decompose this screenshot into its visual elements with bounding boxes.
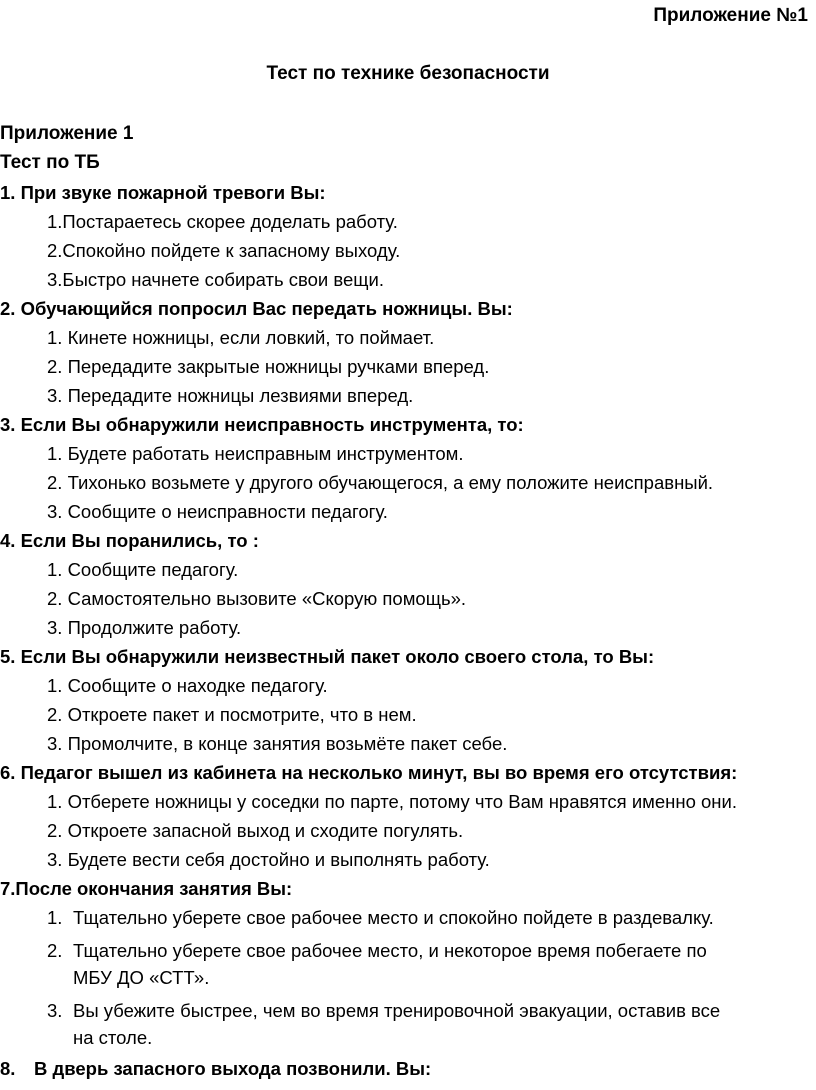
document-title: Тест по технике безопасности: [266, 63, 550, 84]
answer-number: 1.: [47, 907, 63, 928]
question-1: 1. При звуке пожарной тревоги Вы:: [0, 182, 326, 203]
answer-4-1: 1. Сообщите педагогу.: [47, 559, 239, 580]
answer-text: Вы убежите быстрее, чем во время тренировочной эвакуации, оставив все: [73, 1000, 721, 1021]
answer-2-1: 1. Кинете ножницы, если ловкий, то поймает.: [47, 327, 435, 348]
appendix-number: Приложение №1: [653, 5, 808, 26]
answer-3-1: 1. Будете работать неисправным инструментом.: [47, 443, 464, 464]
answer-7-3-continuation: на столе.: [73, 1027, 153, 1048]
answer-7-2-continuation: МБУ ДО «СТТ».: [73, 967, 210, 988]
answer-number: 2.: [47, 940, 63, 961]
answer-2-3: 3. Передадите ножницы лезвиями вперед.: [47, 385, 414, 406]
question-5: 5. Если Вы обнаружили неизвестный пакет около своего стола, то Вы:: [0, 646, 655, 667]
answer-number: 3.: [47, 1000, 63, 1021]
test-heading: Тест по ТБ: [0, 152, 100, 173]
answer-6-1: 1. Отберете ножницы у соседки по парте, потому что Вам нравятся именно они.: [47, 791, 738, 812]
question-3: 3. Если Вы обнаружили неисправность инструмента, то:: [0, 414, 524, 435]
question-4: 4. Если Вы поранились, то :: [0, 530, 259, 551]
question-8: [0, 1058, 431, 1080]
answer-1-3: 3.Быстро начнете собирать свои вещи.: [47, 269, 384, 290]
answer-3-2: 2. Тихонько возьмете у другого обучающегося, а ему положите неисправный.: [47, 472, 714, 493]
question-7: 7.После окончания занятия Вы:: [0, 878, 293, 899]
answer-5-3: 3. Промолчите, в конце занятия возьмёте пакет себе.: [47, 733, 508, 754]
appendix-heading: Приложение 1: [0, 123, 134, 144]
answer-7-3: [47, 1000, 720, 1022]
answer-4-2: 2. Самостоятельно вызовите «Скорую помощь».: [47, 588, 467, 609]
answer-7-1: [47, 907, 714, 929]
answer-1-1: 1.Постараетесь скорее доделать работу.: [47, 211, 398, 232]
answer-5-1: 1. Сообщите о находке педагогу.: [47, 675, 328, 696]
answer-3-3: 3. Сообщите о неисправности педагогу.: [47, 501, 388, 522]
answer-6-2: 2. Откроете запасной выход и сходите погулять.: [47, 820, 464, 841]
answer-text: Тщательно уберете свое рабочее место, и некоторое время побегаете по: [73, 940, 707, 961]
answer-2-2: 2. Передадите закрытые ножницы ручками вперед.: [47, 356, 490, 377]
question-6: 6. Педагог вышел из кабинета на несколько минут, вы во время его отсутствия:: [0, 762, 738, 783]
answer-7-2: [47, 940, 707, 962]
answer-text: Тщательно уберете свое рабочее место и спокойно пойдете в раздевалку.: [73, 907, 714, 928]
question-number: 8.: [0, 1058, 16, 1079]
answer-6-3: 3. Будете вести себя достойно и выполнять работу.: [47, 849, 490, 870]
answer-5-2: 2. Откроете пакет и посмотрите, что в нем.: [47, 704, 417, 725]
answer-4-3: 3. Продолжите работу.: [47, 617, 242, 638]
question-2: 2. Обучающийся попросил Вас передать ножницы. Вы:: [0, 298, 513, 319]
question-text: В дверь запасного выхода позвонили. Вы:: [34, 1058, 432, 1079]
answer-1-2: 2.Спокойно пойдете к запасному выходу.: [47, 240, 401, 261]
